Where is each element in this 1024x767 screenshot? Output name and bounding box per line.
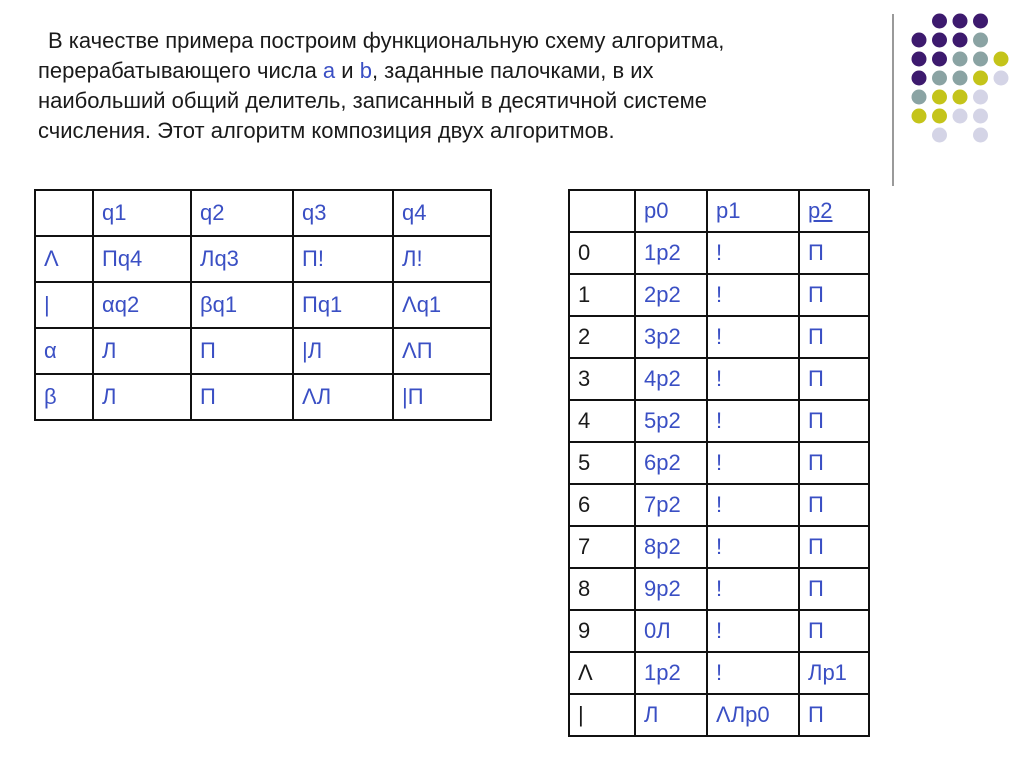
table-row [569, 400, 869, 442]
variable-a: a [322, 58, 336, 83]
table-header-row [35, 190, 491, 236]
decorative-dot [973, 109, 988, 124]
right-transition-table [568, 189, 870, 737]
table-cell: 1p2 [635, 652, 707, 694]
table-cell: П [799, 442, 869, 484]
table-cell: П [799, 526, 869, 568]
header-cell: q4 [393, 190, 491, 236]
table-cell: 7p2 [635, 484, 707, 526]
table-cell: 4p2 [635, 358, 707, 400]
paragraph-line-1: В качестве примера построим функциональную схему алгоритма, [48, 28, 725, 53]
table-cell: П [799, 610, 869, 652]
table-row [569, 568, 869, 610]
header-cell [569, 190, 635, 232]
table-cell: П [799, 568, 869, 610]
table-row [569, 274, 869, 316]
left-transition-table [34, 189, 492, 421]
row-symbol-cell: | [569, 694, 635, 736]
decorative-dot [912, 109, 927, 124]
decorative-divider [892, 14, 894, 186]
table-cell: П [799, 232, 869, 274]
table-row [569, 442, 869, 484]
table-cell: Пq1 [293, 282, 393, 328]
decorative-dot [973, 71, 988, 86]
table-row [35, 374, 491, 420]
table-cell: П! [293, 236, 393, 282]
table-cell: ! [707, 316, 799, 358]
table-cell: ΛП [393, 328, 491, 374]
table-row [35, 236, 491, 282]
table-cell: П [799, 316, 869, 358]
table-row [569, 610, 869, 652]
table-cell: Л [93, 328, 191, 374]
table-cell: ! [707, 358, 799, 400]
header-cell: q2 [191, 190, 293, 236]
row-symbol-cell: α [35, 328, 93, 374]
table-cell: Л [93, 374, 191, 420]
row-symbol-cell: | [35, 282, 93, 328]
row-symbol-cell: β [35, 374, 93, 420]
table-header-row [569, 190, 869, 232]
table-cell: ΛЛp0 [707, 694, 799, 736]
table-cell: ! [707, 442, 799, 484]
table-cell: ! [707, 232, 799, 274]
table-cell: ! [707, 526, 799, 568]
table-cell: ! [707, 652, 799, 694]
table-cell: 2p2 [635, 274, 707, 316]
decorative-dot [932, 128, 947, 143]
table-cell: П [799, 274, 869, 316]
paragraph-line-3: наибольший общий делитель, записанный в десятичной системе [38, 88, 708, 113]
row-symbol-cell: 1 [569, 274, 635, 316]
decorative-dot [953, 52, 968, 67]
table-cell: П [191, 328, 293, 374]
decorative-dot [912, 52, 927, 67]
decorative-dot [953, 109, 968, 124]
decorative-dot [973, 128, 988, 143]
decorative-dot [912, 33, 927, 48]
table-cell: Л! [393, 236, 491, 282]
table-cell: Лp1 [799, 652, 869, 694]
table-cell: 9p2 [635, 568, 707, 610]
header-cell: p1 [707, 190, 799, 232]
table-cell: П [799, 358, 869, 400]
decorative-dot [953, 71, 968, 86]
table-row [569, 232, 869, 274]
table-cell: ! [707, 400, 799, 442]
intro-paragraph [38, 26, 858, 146]
table-cell: |Л [293, 328, 393, 374]
decorative-dot [953, 90, 968, 105]
decorative-dot [932, 52, 947, 67]
table-cell: 0Л [635, 610, 707, 652]
decorative-dot [932, 14, 947, 29]
row-symbol-cell: 3 [569, 358, 635, 400]
row-symbol-cell: 5 [569, 442, 635, 484]
row-symbol-cell: 4 [569, 400, 635, 442]
row-symbol-cell: 2 [569, 316, 635, 358]
table-cell: ! [707, 610, 799, 652]
decorative-dot [953, 33, 968, 48]
table-cell: 1p2 [635, 232, 707, 274]
variable-b: b [359, 58, 372, 83]
header-cell: q1 [93, 190, 191, 236]
table-cell: |П [393, 374, 491, 420]
header-cell [35, 190, 93, 236]
table-cell: Λq1 [393, 282, 491, 328]
decorative-dot [973, 33, 988, 48]
row-symbol-cell: 8 [569, 568, 635, 610]
table-row [35, 282, 491, 328]
row-symbol-cell: 7 [569, 526, 635, 568]
table-row [569, 694, 869, 736]
table-cell: П [799, 694, 869, 736]
table-row [569, 652, 869, 694]
decorative-dot [953, 14, 968, 29]
table-cell: П [799, 400, 869, 442]
table-cell: 8p2 [635, 526, 707, 568]
paragraph-line-2-a: перерабатывающего числа [38, 58, 323, 83]
table-cell: П [799, 484, 869, 526]
decorative-dot [932, 90, 947, 105]
table-row [569, 358, 869, 400]
table-cell: Пq4 [93, 236, 191, 282]
row-symbol-cell: 0 [569, 232, 635, 274]
header-cell: q3 [293, 190, 393, 236]
table-cell: 6p2 [635, 442, 707, 484]
table-cell: Л [635, 694, 707, 736]
table-cell: ! [707, 484, 799, 526]
header-cell: p0 [635, 190, 707, 232]
header-cell: p2 [799, 190, 869, 232]
table-cell: 5p2 [635, 400, 707, 442]
table-cell: 3p2 [635, 316, 707, 358]
decorative-dot [973, 14, 988, 29]
decorative-dot [973, 90, 988, 105]
table-row [569, 484, 869, 526]
table-cell: П [191, 374, 293, 420]
decorative-dot [932, 71, 947, 86]
row-symbol-cell: 9 [569, 610, 635, 652]
decorative-dot [973, 52, 988, 67]
row-symbol-cell: Λ [35, 236, 93, 282]
row-symbol-cell: 6 [569, 484, 635, 526]
decorative-dot [912, 71, 927, 86]
paragraph-line-4: счисления. Этот алгоритм композиция двух алгоритмов. [38, 118, 615, 143]
decorative-dot [994, 52, 1009, 67]
row-symbol-cell: Λ [569, 652, 635, 694]
table-cell: βq1 [191, 282, 293, 328]
table-cell: ΛЛ [293, 374, 393, 420]
paragraph-line-2-b: и [335, 58, 360, 83]
decorative-dot [912, 90, 927, 105]
table-cell: αq2 [93, 282, 191, 328]
table-row [569, 316, 869, 358]
table-cell: ! [707, 568, 799, 610]
decorative-dot [932, 109, 947, 124]
decorative-dot [932, 33, 947, 48]
table-row [35, 328, 491, 374]
table-cell: ! [707, 274, 799, 316]
table-cell: Лq3 [191, 236, 293, 282]
table-row [569, 526, 869, 568]
decorative-dot [994, 71, 1009, 86]
paragraph-line-2 [38, 56, 858, 86]
paragraph-line-2-c: , заданные палочками, в их [371, 58, 654, 83]
